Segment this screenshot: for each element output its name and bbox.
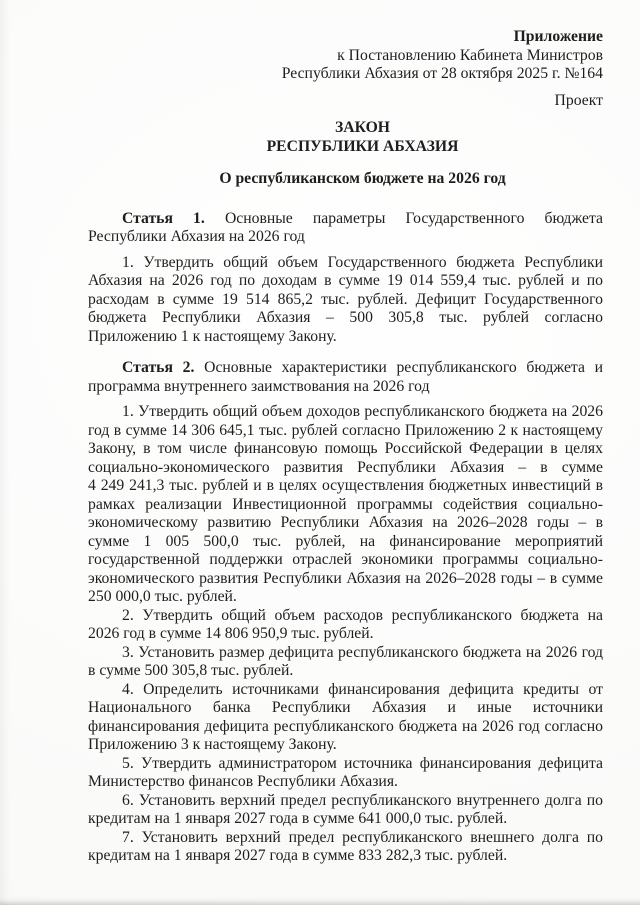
article-2-paragraph-2: 2. Утвердить общий объем расходов республиканского бюджета на 2026 год в сумме 14 806 950,9 тыс. рублей. bbox=[88, 606, 603, 642]
article-1 bbox=[88, 210, 603, 347]
article-1-heading-text: Основные параметры Государственного бюджета Республики Абхазия на 2026 год bbox=[88, 209, 604, 245]
law-title-line-1: ЗАКОН bbox=[335, 119, 390, 136]
law-title bbox=[88, 119, 603, 156]
article-2-label: Статья 2. bbox=[122, 359, 195, 376]
resolution-reference-line-2: Республики Абхазия от 28 октября 2025 г. №164 bbox=[281, 65, 603, 82]
article-2-paragraph-5: 5. Утвердить администратором источника финансирования дефицита Министерство финансов Республики Абхазия. bbox=[88, 754, 603, 790]
appendix-label: Приложение bbox=[513, 28, 603, 45]
article-2 bbox=[88, 359, 603, 866]
law-title-line-2: РЕСПУБЛИКИ АБХАЗИЯ bbox=[266, 137, 459, 155]
draft-label: Проект bbox=[554, 91, 603, 109]
resolution-reference-line-1: к Постановлению Кабинета Министров bbox=[337, 46, 603, 64]
article-2-heading bbox=[88, 359, 603, 396]
law-subject: О республиканском бюджете на 2026 год bbox=[219, 170, 506, 187]
article-2-heading-text: Основные характеристики республиканского бюджета и программа внутреннего заимствования на 2026 год bbox=[88, 359, 604, 395]
article-2-paragraph-6: 6. Установить верхний предел республиканского внутреннего долга по кредитам на 1 января 2027 года в сумме 641 000,0 тыс. рублей. bbox=[88, 791, 603, 827]
article-1-paragraph-1: 1. Утвердить общий объем Государственного бюджета Республики Абхазия на 2026 год по доходам в сумме 19 014 559,4 тыс. рублей и по расходам в сумме 19 514 865,2 тыс. рублей. Дефицит Государственного бюджета Республики Абхазия – 500 305,8 тыс. рублей согласно Приложению 1 к настоящему Закону. bbox=[88, 253, 603, 345]
article-2-paragraph-4: 4. Определить источниками финансирования дефицита кредиты от Национального банка Республики Абхазия и иные источники финансирования дефицита республиканского бюджета на 2026 год согласно Приложению 3 к настоящему Закону. bbox=[88, 680, 603, 753]
article-2-paragraph-7: 7. Установить верхний предел республиканского внешнего долга по кредитам на 1 января 2027 года в сумме 833 282,3 тыс. рублей. bbox=[88, 828, 603, 864]
article-2-paragraph-3: 3. Установить размер дефицита республиканского бюджета на 2026 год в сумме 500 305,8 тыс. рублей. bbox=[88, 643, 603, 679]
article-1-heading bbox=[88, 210, 603, 247]
article-1-label: Статья 1. bbox=[122, 209, 205, 227]
document-header bbox=[88, 28, 603, 84]
article-2-paragraph-1: 1. Утвердить общий объем доходов республиканского бюджета на 2026 год в сумме 14 306 645,1 тыс. рублей согласно Приложению 2 к настоящему Закону, в том числе финансовую помощь Российской Федерации в целях социально-экономического развития Республики Абхазия – в сумме 4 249 241,3 тыс. рублей и в целях осуществления бюджетных инвестиций в рамках реализации Инвестиционной программы содействия социально-экономическому развитию Республики Абхазия на 2026–2028 годы – в сумме 1 005 500,0 тыс. рублей, на финансирование мероприятий государственной поддержки отраслей экономики программы социально-экономического развития Республики Абхазия на 2026–2028 годы – в сумме 250 000,0 тыс. рублей. bbox=[88, 403, 603, 605]
